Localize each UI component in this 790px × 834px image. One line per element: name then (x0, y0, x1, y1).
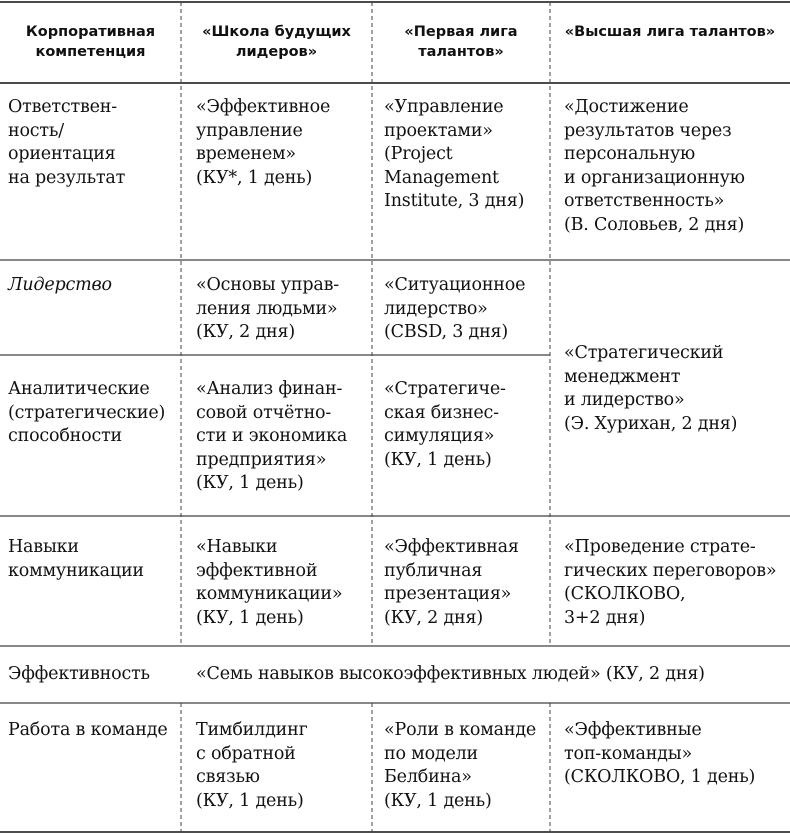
header-competence: Корпоративная компетенция (25, 24, 156, 60)
header-top-league: «Высшая лига талантов» (564, 24, 776, 40)
row3-competence: Аналитические (стратегические) способности (8, 379, 166, 446)
row1-first: «Управление проектами» (Project Management Institute, 3 дня) (384, 97, 525, 211)
row4-top: «Проведение страте- гических переговоров» (СКОЛКОВО, 3+2 дня) (564, 537, 777, 628)
row2-first: «Ситуационное лидерство» (CBSD, 3 дня) (384, 275, 526, 342)
row4-school: «Навыки эффективной коммуникации» (КУ, 1 день) (196, 537, 343, 628)
header-first-league: «Первая лига талантов» (404, 24, 518, 60)
row2-school: «Основы управ- ления людьми» (КУ, 2 дня) (196, 275, 339, 342)
row4-first: «Эффективная публичная презентация» (КУ, 2 дня) (384, 537, 519, 628)
row1-competence: Ответствен- ность/ ориентация на результат (8, 97, 126, 188)
row2-competence: Лидерство (8, 275, 112, 295)
row3-school: «Анализ финан- совой отчётно- сти и экономика предприятия» (КУ, 1 день) (196, 379, 348, 493)
row6-school: Тимбилдинг с обратной связью (КУ, 1 день) (196, 720, 308, 811)
row1-top: «Достижение результатов через персональную и организационную ответственность» (В. Соловьев, 2 дня) (564, 97, 745, 235)
row1-school: «Эффективное управление временем» (КУ*, 1 день) (196, 97, 331, 188)
row6-first: «Роли в команде по модели Белбина» (КУ, 1 день) (384, 720, 537, 811)
row5-span-all-programs: «Семь навыков высокоэффективных людей» (КУ, 2 дня) (196, 664, 705, 684)
row4-competence: Навыки коммуникации (8, 537, 144, 581)
row3-first: «Стратегиче- ская бизнес- симуляция» (КУ, 1 день) (384, 379, 506, 470)
row5-competence: Эффективность (8, 664, 150, 684)
row6-competence: Работа в команде (8, 720, 168, 740)
row6-top: «Эффективные топ-команды» (СКОЛКОВО, 1 день) (564, 720, 756, 787)
rows2-3-top-merged: «Стратегический менеджмент и лидерство» (Э. Хурихан, 2 дня) (564, 343, 738, 434)
header-school: «Школа будущих лидеров» (202, 24, 351, 60)
